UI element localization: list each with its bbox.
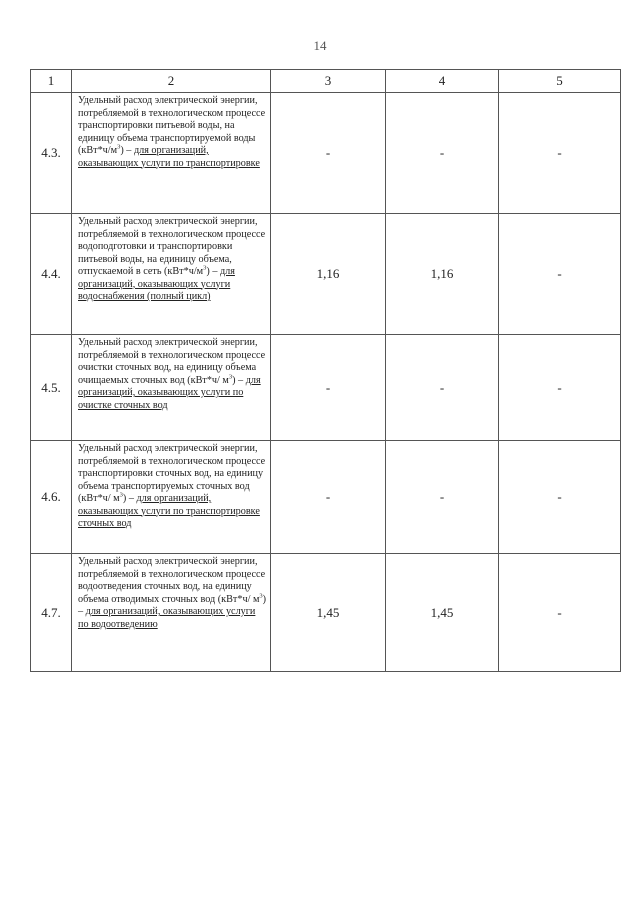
- header-cell: 5: [499, 70, 621, 93]
- desc-superscript: 3: [228, 373, 233, 381]
- desc-underlined: для организаций, оказывающих услуги по транспортировке: [78, 145, 260, 169]
- table-row: [31, 554, 621, 672]
- indicator-description: [72, 335, 271, 441]
- desc-text: Удельный расход электрической энергии, потребляемой в технологическом процессе транспортировки сточных вод, на единицу объема транспортируемых сточных вод (кВт*ч/ м: [78, 443, 266, 504]
- desc-text: Удельный расход электрической энергии, потребляемой в технологическом процессе транспортировки питьевой воды, на единицу объема транспортируемой воды (кВт*ч/м: [78, 95, 266, 156]
- desc-underlined: для организаций, оказывающих услуги по очистке сточных вод: [78, 374, 261, 411]
- indicator-description: [72, 93, 271, 214]
- value-col4: -: [386, 335, 499, 441]
- value-col5: -: [499, 93, 621, 214]
- desc-superscript: 3: [203, 264, 207, 272]
- header-cell: 4: [386, 70, 499, 93]
- desc-text: Удельный расход электрической энергии, потребляемой в технологическом процессе водоотведения сточных вод, на единицу объема отводимых сточных вод (кВт*ч/ м: [78, 556, 266, 605]
- header-cell: 2: [72, 70, 271, 93]
- desc-superscript: 3: [117, 143, 121, 151]
- value-col3: 1,16: [271, 214, 386, 335]
- row-number: 4.4.: [31, 214, 72, 335]
- value-col4: -: [386, 93, 499, 214]
- desc-superscript: 3: [119, 491, 123, 499]
- header-cell: 1: [31, 70, 72, 93]
- value-col5: -: [499, 214, 621, 335]
- table-row: [31, 335, 621, 441]
- row-number: 4.7.: [31, 554, 72, 672]
- desc-underlined: для организаций, оказывающих услуги водоснабжения (полный цикл): [78, 266, 235, 302]
- desc-text-tail: ) –: [232, 374, 246, 386]
- table-row: [31, 214, 621, 335]
- table-header-row: [31, 70, 621, 93]
- value-col3: -: [271, 93, 386, 214]
- indicator-description: [72, 554, 271, 672]
- page-number: 14: [313, 38, 327, 53]
- desc-text-tail: ) –: [122, 493, 137, 504]
- value-col3: -: [271, 441, 386, 554]
- desc-underlined: для организаций, оказывающих услуги по водоотведению: [78, 606, 256, 630]
- table-row: [31, 441, 621, 554]
- table-row: [31, 93, 621, 214]
- desc-text-tail: ) –: [206, 266, 220, 277]
- row-number: 4.5.: [31, 335, 72, 441]
- indicators-table: [30, 69, 621, 672]
- value-col3: 1,45: [271, 554, 386, 672]
- desc-superscript: 3: [259, 592, 263, 600]
- desc-text: Удельный расход электрической энергии, потребляемой в технологическом процессе очистки сточных вод, на единицу объема очищаемых сточных вод (кВт*ч/ м: [78, 337, 266, 386]
- desc-text-tail: ) –: [120, 145, 134, 156]
- value-col5: -: [499, 335, 621, 441]
- value-col5: -: [499, 441, 621, 554]
- header-cell: 3: [271, 70, 386, 93]
- row-number: 4.6.: [31, 441, 72, 554]
- indicator-description: [72, 214, 271, 335]
- indicator-description: [72, 441, 271, 554]
- desc-underlined: для организаций, оказывающих услуги по транспортировке сточных вод: [78, 493, 260, 529]
- value-col3: -: [271, 335, 386, 441]
- value-col4: 1,45: [386, 554, 499, 672]
- desc-text: Удельный расход электрической энергии, потребляемой в технологическом процессе водоподготовки и транспортировки питьевой воды, на единицу объема, отпускаемой в сеть (кВт*ч/м: [78, 216, 266, 277]
- value-col4: -: [386, 441, 499, 554]
- value-col4: 1,16: [386, 214, 499, 335]
- desc-text-tail: ) –: [78, 593, 267, 617]
- value-col5: -: [499, 554, 621, 672]
- row-number: 4.3.: [31, 93, 72, 214]
